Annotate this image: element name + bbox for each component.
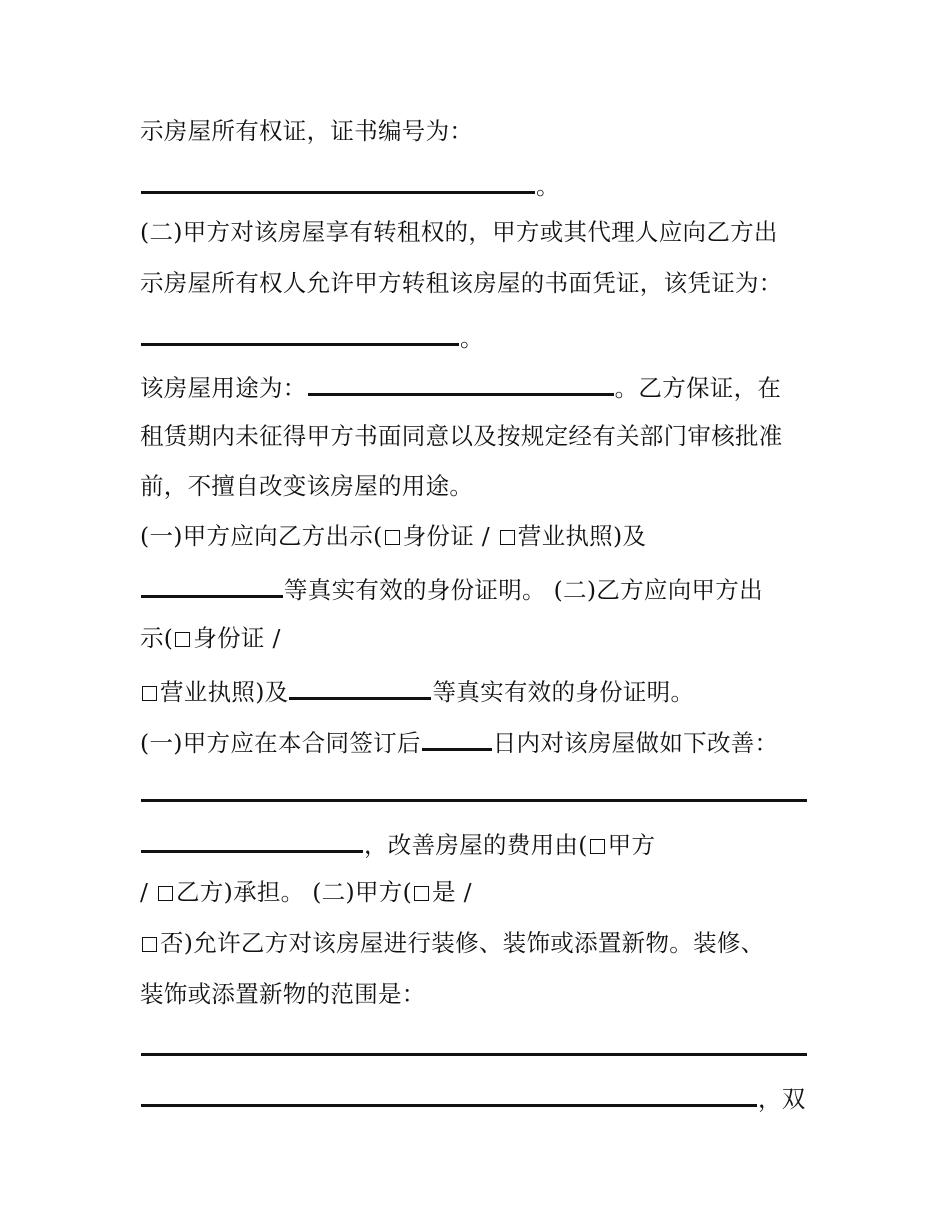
text-line xyxy=(140,468,473,504)
line-text: 甲方 xyxy=(607,831,656,859)
line-text: 。乙方保证，在 xyxy=(614,374,782,402)
fill-in-blank[interactable] xyxy=(141,773,807,802)
text-line xyxy=(140,569,763,605)
text-line xyxy=(140,925,764,961)
line-text: 营业执照)及 xyxy=(517,522,647,550)
line-text: 日内对该房屋做如下改善： xyxy=(492,729,779,757)
checkbox[interactable] xyxy=(142,686,157,701)
fill-in-blank[interactable] xyxy=(141,569,283,598)
checkbox[interactable] xyxy=(500,530,515,545)
fill-in-blank[interactable] xyxy=(141,824,363,853)
fill-in-blank[interactable] xyxy=(289,671,431,700)
checkbox[interactable] xyxy=(414,886,429,901)
line-text: ，双 xyxy=(758,1085,806,1113)
line-text: (一)甲方应在本合同签订后 xyxy=(140,729,421,757)
checkbox[interactable] xyxy=(590,839,605,854)
line-text: 等真实有效的身份证明。 xyxy=(432,678,695,706)
fill-in-blank[interactable] xyxy=(422,722,492,751)
line-text: 否)允许乙方对该房屋进行装修、装饰或添置新物。装修、 xyxy=(160,929,765,957)
line-text: ，改善房屋的费用由( xyxy=(364,831,588,859)
text-line xyxy=(140,824,655,860)
text-line xyxy=(140,671,694,707)
line-text: (一)甲方应向乙方出示( xyxy=(140,522,383,550)
line-text: 装饰或添置新物的范围是： xyxy=(140,980,426,1008)
line-text: 等真实有效的身份证明。 (二)乙方应向甲方出 xyxy=(284,576,763,604)
text-line xyxy=(140,620,281,656)
text-line xyxy=(140,518,646,554)
fill-in-blank[interactable] xyxy=(141,1078,757,1107)
line-text: 是 / xyxy=(432,878,472,906)
checkbox[interactable] xyxy=(142,937,157,952)
text-line xyxy=(140,317,484,353)
text-line xyxy=(140,773,808,809)
line-text: 示房屋所有权证，证书编号为： xyxy=(140,117,474,145)
fill-in-blank[interactable] xyxy=(141,165,535,194)
fill-in-blank[interactable] xyxy=(308,367,614,396)
text-line xyxy=(140,1027,808,1063)
line-text: 营业执照)及 xyxy=(160,678,289,706)
checkbox[interactable] xyxy=(175,632,190,647)
line-text: 身份证 / xyxy=(402,522,498,550)
line-text: / xyxy=(140,878,156,906)
line-text: 。 xyxy=(460,324,484,352)
line-text: 该房屋用途为： xyxy=(140,374,307,402)
line-text: (二)甲方对该房屋享有转租权的，甲方或其代理人应向乙方出 xyxy=(140,218,778,246)
line-text: 身份证 / xyxy=(193,624,281,652)
line-text: 示( xyxy=(140,624,174,652)
text-line xyxy=(140,418,783,454)
text-line xyxy=(140,367,781,403)
fill-in-blank[interactable] xyxy=(141,317,459,346)
line-text: 乙方)承担。 (二)甲方( xyxy=(176,878,413,906)
checkbox[interactable] xyxy=(385,530,400,545)
text-line xyxy=(140,1078,806,1114)
text-line xyxy=(140,165,560,201)
text-line xyxy=(140,722,778,758)
text-line xyxy=(140,113,473,149)
line-text: 前，不擅自改变该房屋的用途。 xyxy=(140,472,474,500)
text-line xyxy=(140,214,778,250)
line-text: 租赁期内未征得甲方书面同意以及按规定经有关部门审核批准 xyxy=(140,422,783,450)
text-line xyxy=(140,265,783,301)
fill-in-blank[interactable] xyxy=(141,1027,807,1056)
line-text: 示房屋所有权人允许甲方转租该房屋的书面凭证，该凭证为： xyxy=(140,269,783,297)
line-text: 。 xyxy=(536,172,560,200)
text-line xyxy=(140,976,426,1012)
checkbox[interactable] xyxy=(158,886,173,901)
text-line xyxy=(140,874,472,910)
